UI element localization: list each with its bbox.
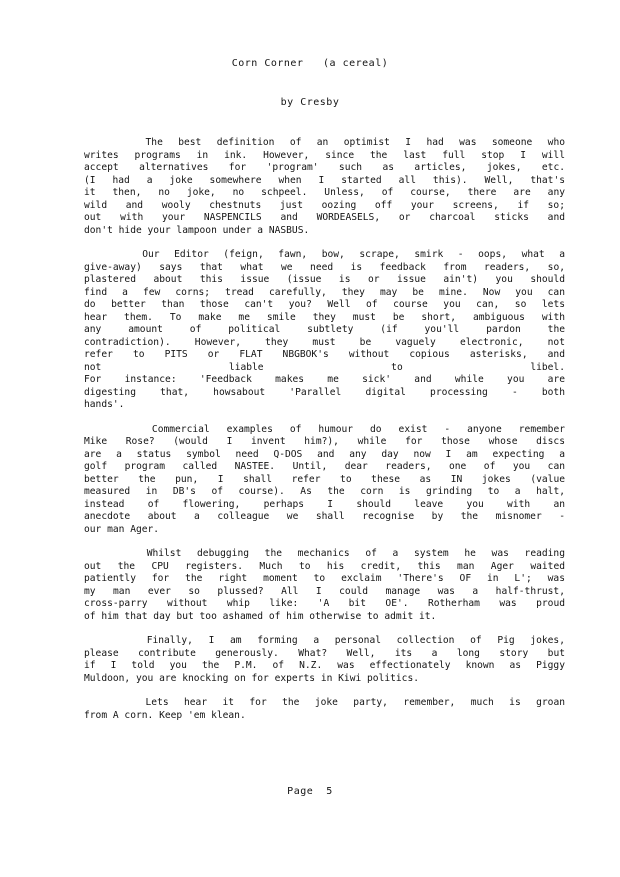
text-line: please contribute generously. What? Well, its a long story but	[84, 647, 565, 659]
text-line: from A corn. Keep 'em klean.	[84, 709, 246, 721]
paragraph	[84, 137, 565, 237]
paragraph	[84, 424, 565, 537]
text-line: For instance: 'Feedback makes me sick' and while you are	[84, 374, 565, 385]
text-line: out with your NASPENCILS and WORDEASELS, or charcoal sticks and	[84, 212, 565, 223]
text-line: Mike Rose? (would I invent him?), while for those whose discs	[84, 436, 565, 447]
paragraph	[84, 635, 565, 685]
text-line: hear them. To make me smile they must be short, ambiguous with	[84, 311, 565, 323]
text-line: are a status symbol need Q-DOS and any day now I am expecting a	[84, 448, 565, 460]
text-line: any amount of political subtlety (if you'll pardon the	[84, 324, 565, 335]
text-line: anecdote about a colleague we shall recognise by the misnomer -	[84, 511, 565, 522]
text-line: better the pun, I shall refer to these as IN jokes (value	[84, 473, 565, 485]
text-line: it then, no joke, no schpeel. Unless, of course, there are any	[84, 187, 565, 198]
text-line: cross-parry without whip like: 'A bit OE'. Rotherham was proud	[84, 598, 565, 609]
text-line: wild and wooly chestnuts just oozing off your screens, if so;	[84, 199, 565, 211]
text-line: writes programs in ink. However, since the last full stop I will	[84, 149, 565, 161]
text-line: of him that day but too ashamed of him otherwise to admit it.	[84, 610, 437, 622]
paragraph	[84, 548, 565, 623]
text-line: if I told you the P.M. of N.Z. was effectionately known as Piggy	[84, 660, 565, 671]
article-body	[84, 137, 565, 734]
text-line: Whilst debugging the mechanics of a system he was reading	[84, 548, 565, 559]
text-line: my man ever so plussed? All I could manage was a half-thrust,	[84, 585, 565, 597]
text-line: (I had a joke somewhere when I started all this). Well, that's	[84, 174, 565, 186]
text-line: accept alternatives for 'program' such as articles, jokes, etc.	[84, 162, 565, 173]
text-line: golf program called NASTEE. Until, dear readers, one of you can	[84, 461, 565, 472]
paragraph	[84, 249, 565, 412]
text-line: give-away) says that what we need is feedback from readers, so,	[84, 261, 565, 273]
text-line: Lets hear it for the joke party, remember, much is groan	[84, 697, 565, 708]
text-line: contradiction). However, they must be vaguely electronic, not	[84, 336, 565, 348]
text-line: Muldoon, you are knocking on for experts in Kiwi politics.	[84, 672, 420, 684]
text-line: not liable to libel.	[84, 361, 565, 373]
text-line: hands'.	[84, 399, 125, 410]
text-line: Commercial examples of humour do exist - anyone remember	[84, 423, 565, 435]
text-line: don't hide your lampoon under a NASBUS.	[84, 224, 310, 236]
article-byline: by Cresby	[280, 97, 340, 108]
text-line: measured in DB's of course). As the corn is grinding to a halt,	[84, 486, 565, 497]
text-line: The best definition of an optimist I had was someone who	[84, 137, 565, 148]
text-line: plastered about this issue (issue is or issue ain't) you should	[84, 274, 565, 285]
text-line: patiently for the right moment to exclaim 'There's OF in L'; was	[84, 573, 565, 584]
text-line: Our Editor (feign, fawn, bow, scrape, smirk - oops, what a	[84, 249, 565, 260]
article-title: Corn Corner (a cereal)	[231, 58, 389, 69]
text-line: do better than those can't you? Well of course you can, so lets	[84, 299, 565, 310]
paragraph	[84, 697, 565, 722]
text-line: instead of flowering, perhaps I should leave you with an	[84, 498, 565, 510]
text-line: refer to PITS or FLAT NBGBOK's without copious asterisks, and	[84, 349, 565, 360]
text-line: Finally, I am forming a personal collection of Pig jokes,	[84, 635, 565, 646]
text-line: find a few corns; tread carefully, they may be mine. Now you can	[84, 286, 565, 298]
text-line: digesting that, howsabout 'Parallel digital processing - both	[84, 386, 565, 398]
text-line: out the CPU registers. Much to his credit, this man Ager waited	[84, 560, 565, 572]
text-line: our man Ager.	[84, 523, 160, 535]
page-number: Page 5	[287, 786, 333, 797]
